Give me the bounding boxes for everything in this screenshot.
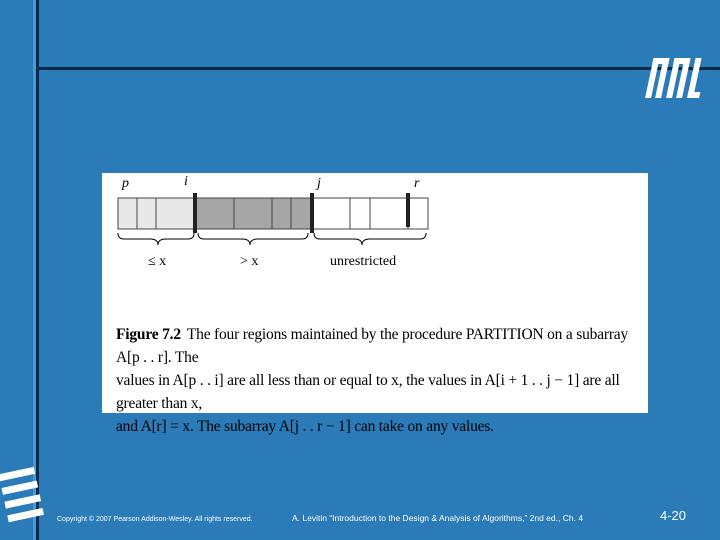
figure-caption xyxy=(116,323,640,438)
figure-number: Figure 7.2 xyxy=(116,326,181,343)
publisher-logo-icon xyxy=(644,56,714,102)
region-label-gt: > x xyxy=(240,254,259,269)
side-logo-icon xyxy=(0,462,44,534)
partition-diagram xyxy=(102,173,648,323)
caption-line-2: values in A[p . . i] are all less than or equal to x, the values in A[i + 1 . . j − 1] are all greater than x, xyxy=(116,372,620,412)
caption-line-1: The four regions maintained by the procedure PARTITION on a subarray A[p . . r]. The xyxy=(116,326,629,366)
region-label-le: ≤ x xyxy=(148,254,167,269)
label-r: r xyxy=(414,176,420,191)
label-j: j xyxy=(317,176,321,191)
copyright-notice: Copyright © 2007 Pearson Addison-Wesley. All rights reserved. xyxy=(57,516,253,523)
page-number: 4-20 xyxy=(660,508,687,523)
region-label-unrestricted: unrestricted xyxy=(330,254,397,269)
frame-horizontal-line xyxy=(36,67,720,70)
book-citation: A. Levitin “Introduction to the Design & Analysis of Algorithms,” 2nd ed., Ch. 4 xyxy=(292,513,584,523)
figure-panel xyxy=(102,173,648,435)
frame-vertical-line xyxy=(36,0,39,540)
label-i: i xyxy=(184,174,188,189)
caption-line-3: and A[r] = x. The subarray A[j . . r − 1] can take on any values. xyxy=(116,418,494,435)
label-p: p xyxy=(122,176,129,191)
